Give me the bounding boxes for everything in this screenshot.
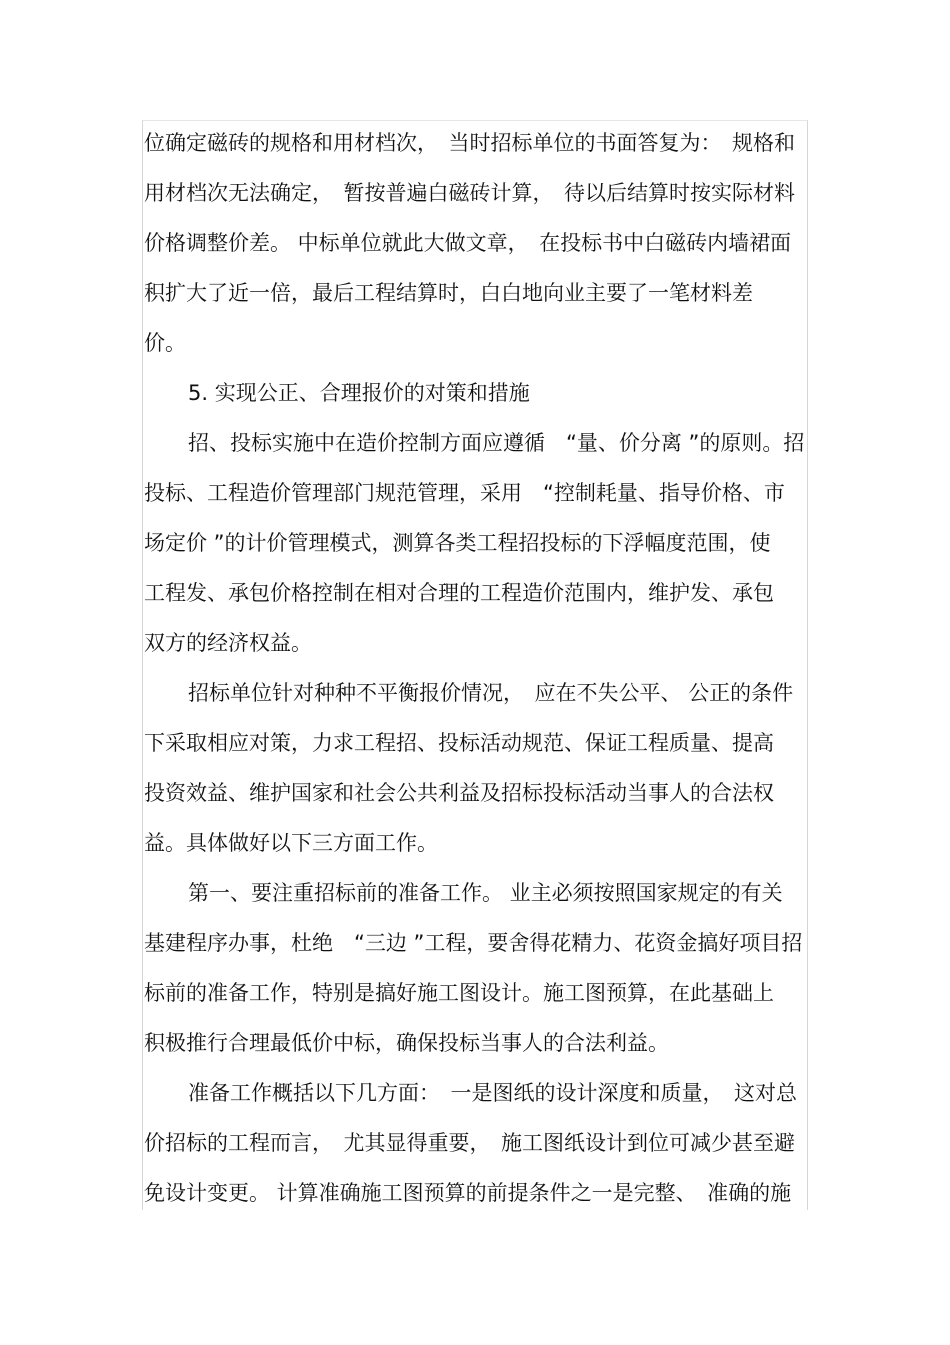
text-line: 标前的准备工作，特别是搞好施工图设计。施工图预算，在此基础上 [144,981,774,1005]
text-line: 下采取相应对策，力求工程招、投标活动规范、保证工程质量、提高 [144,731,774,755]
text-line: 积极推行合理最低价中标，确保投标当事人的合法利益。 [144,1031,669,1055]
text-line: 免设计变更。 计算准确施工图预算的前提条件之一是完整、 准确的施 [144,1181,792,1205]
text-line: 价格调整价差。 中标单位就此大做文章， 在投标书中白磁砖内墙裙面 [144,231,792,255]
section-heading: 5. 实现公正、合理报价的对策和措施 [188,381,530,405]
text-line: 招标单位针对种种不平衡报价情况， 应在不失公平、 公正的条件 [188,681,794,705]
text-line: 第一、要注重招标前的准备工作。 业主必须按照国家规定的有关 [188,881,783,905]
document-body [144,118,808,1218]
text-line: 工程发、承包价格控制在相对合理的工程造价范围内，维护发、承包 [144,581,774,605]
text-line: 价。 [144,331,186,355]
text-line: 投标、工程造价管理部门规范管理，采用 “控制耗量、指导价格、市 [144,481,785,505]
text-line: 位确定磁砖的规格和用材档次， 当时招标单位的书面答复为： 规格和 [144,131,795,155]
text-line: 投资效益、维护国家和社会公共利益及招标投标活动当事人的合法权 [144,781,774,805]
text-line: 准备工作概括以下几方面： 一是图纸的设计深度和质量， 这对总 [188,1081,797,1105]
text-line: 价招标的工程而言， 尤其显得重要， 施工图纸设计到位可减少甚至避 [144,1131,795,1155]
text-line: 基建程序办事，杜绝 “三边 ”工程，要舍得花精力、花资金搞好项目招 [144,931,803,955]
text-line: 益。具体做好以下三方面工作。 [144,831,438,855]
text-line: 积扩大了近一倍，最后工程结算时，白白地向业主要了一笔材料差 [144,281,753,305]
text-line: 招、投标实施中在造价控制方面应遵循 “量、价分离 ”的原则。招 [188,431,805,455]
text-line: 双方的经济权益。 [144,631,312,655]
text-line: 用材档次无法确定， 暂按普遍白磁砖计算， 待以后结算时按实际材料 [144,181,795,205]
text-line: 场定价 ”的计价管理模式，测算各类工程招投标的下浮幅度范围，使 [144,531,771,555]
